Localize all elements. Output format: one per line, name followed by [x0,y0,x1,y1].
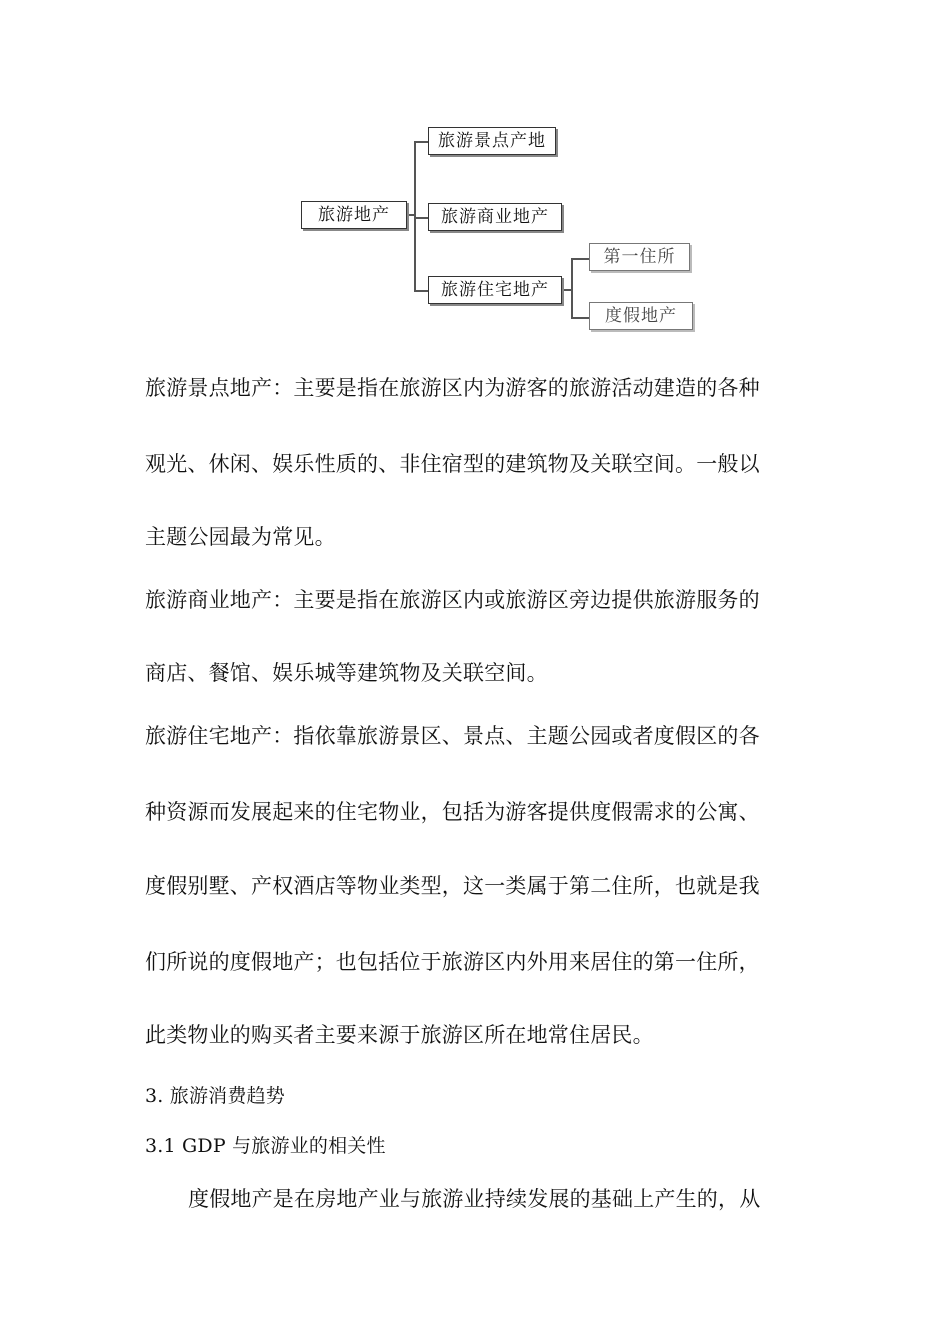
paragraph-first-line: 度假地产是在房地产业与旅游业持续发展的基础上产生的，从 [188,1187,761,1211]
text-line: 旅游商业地产：主要是指在旅游区内或旅游区旁边提供旅游服务的 [145,588,760,612]
node-commercial: 旅游商业地产 [428,203,562,231]
text-line: 此类物业的购买者主要来源于旅游区所在地常住居民。 [145,1023,654,1047]
text-line: 种资源而发展起来的住宅物业，包括为游客提供度假需求的公寓、 [145,800,760,824]
connector-line [414,141,416,290]
connector-line [414,141,428,143]
connector-line [414,290,428,292]
connector-line [562,289,571,291]
node-scenic: 旅游景点产地 [428,127,556,155]
node-root: 旅游地产 [301,201,407,229]
node-vacation-property: 度假地产 [589,302,693,330]
connector-line [414,217,428,219]
node-residential: 旅游住宅地产 [428,276,562,304]
text-line: 旅游住宅地产：指依靠旅游景区、景点、主题公园或者度假区的各 [145,724,760,748]
text-line: 主题公园最为常见。 [145,525,336,549]
text-line: 观光、休闲、娱乐性质的、非住宿型的建筑物及关联空间。一般以 [145,452,760,476]
tourism-real-estate-diagram [0,0,950,345]
connector-line [407,214,414,216]
text-line: 旅游景点地产：主要是指在旅游区内为游客的旅游活动建造的各种 [145,376,760,400]
section-heading: 3. 旅游消费趋势 [145,1085,285,1107]
connector-line [571,258,573,318]
text-line: 们所说的度假地产；也包括位于旅游区内外用来居住的第一住所， [145,950,760,974]
connector-line [571,258,589,260]
text-line: 度假别墅、产权酒店等物业类型，这一类属于第二住所，也就是我 [145,874,760,898]
node-primary-residence: 第一住所 [589,243,690,271]
connector-line [571,317,589,319]
text-line: 商店、餐馆、娱乐城等建筑物及关联空间。 [145,661,548,685]
subsection-heading: 3.1 GDP 与旅游业的相关性 [145,1135,386,1157]
